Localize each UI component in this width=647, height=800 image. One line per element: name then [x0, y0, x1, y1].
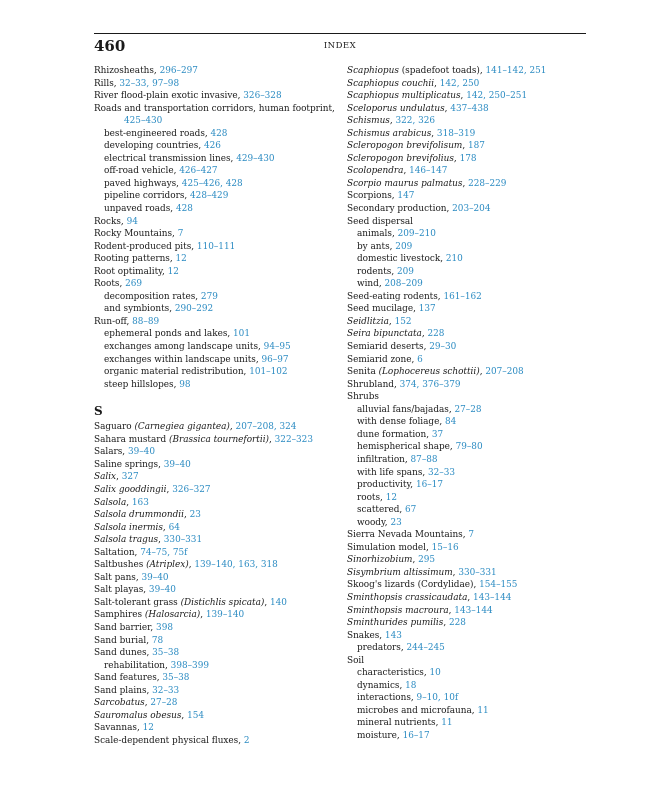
page-link[interactable]: 203–204 — [452, 204, 491, 215]
page-link[interactable]: 228–229 — [468, 178, 507, 189]
page-link[interactable]: 64 — [168, 522, 180, 533]
index-entry: Sminthurides pumilis, 228 — [347, 618, 466, 629]
page-link[interactable]: 7 — [177, 229, 184, 240]
index-subentry: interactions, 9–10, 10f — [357, 693, 459, 704]
page-link[interactable]: 140 — [270, 597, 287, 608]
index-entry: Salsola drummondii, 23 — [94, 510, 201, 521]
index-entry: Sand barrier, 398 — [94, 622, 173, 633]
index-entry: Sarcobatus, 27–28 — [94, 698, 178, 709]
index-entry: Sand dunes, 35–38 — [94, 648, 180, 659]
index-subentry: hemispherical shape, 79–80 — [357, 442, 483, 453]
page-link[interactable]: 290–292 — [174, 304, 214, 315]
running-head: INDEX — [323, 41, 357, 51]
index-entry: Seed-eating rodents, 161–162 — [347, 291, 482, 302]
index-entry: Run-off, 88–89 — [94, 316, 160, 327]
index-subentry: microbes and microfauna, 11 — [357, 705, 489, 716]
page-link[interactable]: 16–17 — [402, 730, 430, 741]
page-link[interactable]: 374, 376–379 — [399, 379, 461, 390]
index-subentry: organic material redistribution, 101–102 — [104, 367, 288, 378]
index-entry: Rocky Mountains, 7 — [94, 229, 184, 240]
index-entry: Seed dispersal — [347, 216, 414, 227]
page-link[interactable]: 279 — [200, 291, 218, 302]
index-subentry: animals, 209–210 — [357, 229, 436, 240]
index-subentry: pipeline corridors, 428–429 — [104, 191, 229, 202]
index-subentry: and symbionts, 290–292 — [104, 304, 214, 315]
index-subentry: woody, 23 — [357, 517, 402, 528]
page-link[interactable]: 12 — [175, 254, 187, 265]
page-link[interactable]: 137 — [418, 304, 436, 315]
page-link[interactable]: 12 — [167, 266, 179, 277]
index-entry: Root optimality, 12 — [94, 266, 179, 277]
page-link[interactable]: 18 — [405, 680, 417, 691]
page-link[interactable]: 96–97 — [261, 354, 289, 365]
page-link[interactable]: 428–429 — [190, 191, 229, 202]
page-link[interactable]: 178 — [459, 153, 477, 164]
page-link[interactable]: 326–327 — [172, 484, 211, 495]
page-link[interactable]: 429–430 — [236, 153, 275, 164]
index-subentry: wind, 208–209 — [357, 279, 423, 290]
page-link[interactable]: 147 — [397, 191, 415, 202]
page-link[interactable]: 142, 250–251 — [466, 91, 528, 102]
page-link[interactable]: 296–297 — [159, 66, 198, 76]
page-link[interactable]: 39–40 — [141, 572, 169, 583]
page-link[interactable]: 161–162 — [443, 291, 482, 302]
page-link[interactable]: 29–30 — [429, 342, 457, 353]
index-column-left — [94, 65, 340, 747]
page-link[interactable]: 32–33 — [152, 685, 180, 696]
index-subentry: characteristics, 10 — [357, 668, 441, 679]
index-entry: Saline springs, 39–40 — [94, 459, 191, 470]
page-link[interactable]: 398 — [156, 622, 173, 633]
index-subentry: with life spans, 32–33 — [357, 467, 456, 478]
page-link[interactable]: 11 — [477, 705, 489, 716]
index-entry: Salt-tolerant grass (Distichlis spicata), 140 — [94, 597, 287, 608]
index-entry: Secondary production, 203–204 — [347, 204, 491, 215]
index-entry: Saltbushes (Atriplex), 139–140, 163, 318 — [94, 560, 278, 571]
page-link[interactable]: 143–144 — [473, 592, 512, 603]
index-entry: Shrubs — [347, 392, 379, 403]
index-entry: Semiarid zone, 6 — [347, 354, 423, 365]
index-subentry: developing countries, 426 — [104, 141, 221, 152]
page-link[interactable]: 11 — [441, 718, 453, 729]
page-link[interactable]: 39–40 — [127, 447, 155, 458]
index-subentry: rehabilitation, 398–399 — [104, 660, 209, 671]
page-link[interactable]: 74–75, 75f — [140, 547, 188, 558]
index-entry: Savannas, 12 — [94, 723, 154, 734]
page-link[interactable]: 207–208 — [485, 367, 524, 378]
page-link[interactable]: 208–209 — [384, 279, 423, 290]
page-link[interactable]: 425–426, 428 — [181, 178, 243, 189]
index-entry: Sand features, 35–38 — [94, 673, 190, 684]
page-link[interactable]: 101 — [233, 329, 250, 340]
page-link[interactable]: 322–323 — [274, 434, 313, 445]
index-entry: Seed mucilage, 137 — [347, 304, 436, 315]
index-subentry: unpaved roads, 428 — [104, 204, 193, 215]
index-entry: Sceloporus undulatus, 437–438 — [347, 103, 489, 114]
page-link[interactable]: 101–102 — [249, 367, 288, 378]
index-entry: Scolopendra, 146–147 — [347, 166, 448, 177]
page-link[interactable]: 209 — [395, 241, 413, 252]
page-link[interactable]: 79–80 — [455, 442, 483, 453]
index-entry: Schismus, 322, 326 — [347, 116, 436, 127]
index-entry: Salt pans, 39–40 — [94, 572, 169, 583]
index-entry: Salsola inermis, 64 — [94, 522, 180, 533]
page-link[interactable]: 23 — [189, 510, 201, 521]
page-link[interactable]: 318–319 — [436, 128, 476, 139]
index-entry: River flood-plain exotic invasive, 326–328 — [94, 91, 282, 102]
index-entry: Salix gooddingii, 326–327 — [94, 484, 211, 495]
index-entry: Sand plains, 32–33 — [94, 685, 180, 696]
index-subentry: roots, 12 — [357, 492, 397, 503]
index-entry: Skoog's lizards (Cordylidae), 154–155 — [347, 580, 518, 591]
page-link[interactable]: 428 — [175, 204, 193, 215]
page-link[interactable]: 154–155 — [479, 580, 518, 591]
page-link[interactable]: 428 — [210, 128, 228, 139]
index-subentry: paved highways, 425–426, 428 — [104, 178, 243, 189]
page-link[interactable]: 426 — [203, 141, 221, 152]
page-link[interactable]: 39–40 — [148, 585, 176, 596]
index-entry: Scaphiopus multiplicatus, 142, 250–251 — [347, 91, 528, 102]
page-link[interactable]: 244–245 — [406, 643, 445, 654]
index-subentry: mineral nutrients, 11 — [357, 718, 453, 729]
page-link[interactable]: 269 — [125, 279, 143, 290]
index-entry: Sinorhizobium, 295 — [347, 555, 436, 566]
index-entry: Roots, 269 — [94, 279, 143, 290]
index-entry: Seira bipunctata, 228 — [347, 329, 445, 340]
page-link[interactable]: 32–33 — [428, 467, 456, 478]
page-link[interactable]: 84 — [445, 417, 457, 428]
index-entry: Semiarid deserts, 29–30 — [347, 342, 457, 353]
index-column-right — [347, 65, 593, 743]
index-subentry: exchanges within landscape units, 96–97 — [104, 354, 289, 365]
index-entry: Rodent-produced pits, 110–111 — [94, 241, 236, 252]
page-link[interactable]: 425–430 — [124, 116, 163, 127]
index-subentry: rodents, 209 — [357, 266, 414, 277]
index-subentry: with dense foliage, 84 — [357, 417, 457, 428]
page-link[interactable]: 23 — [390, 517, 402, 528]
index-entry: Roads and transportation corridors, human footprint, — [94, 103, 335, 114]
index-entry-continuation — [94, 115, 340, 128]
index-entry: Salsola tragus, 330–331 — [94, 535, 203, 546]
page-link[interactable]: 142, 250 — [439, 78, 480, 89]
page-link[interactable]: 426–427 — [179, 166, 218, 177]
page-link[interactable]: 27–28 — [150, 698, 178, 709]
index-entry: Scorpions, 147 — [347, 191, 415, 202]
page-link[interactable]: 209 — [397, 266, 414, 277]
index-entry: Sminthopsis crassicaudata, 143–144 — [347, 592, 512, 603]
index-entry: Salt playas, 39–40 — [94, 585, 176, 596]
page-link[interactable]: 163 — [131, 497, 149, 508]
page-link[interactable]: 35–38 — [162, 673, 190, 684]
index-entry: Samphires (Halosarcia), 139–140 — [94, 610, 245, 621]
index-entry: Snakes, 143 — [347, 630, 402, 641]
index-subentry: steep hillslopes, 98 — [104, 379, 191, 390]
page-link[interactable]: 207–208, 324 — [235, 422, 297, 433]
index-subentry: scattered, 67 — [357, 505, 417, 516]
page-link[interactable]: 326–328 — [243, 91, 282, 102]
page-link[interactable]: 35–38 — [152, 648, 180, 659]
page-link[interactable]: 32–33, 97–98 — [119, 78, 180, 89]
page-link[interactable]: 139–140 — [205, 610, 245, 621]
page-link[interactable]: 143 — [384, 630, 402, 641]
index-entry: Sand burial, 78 — [94, 635, 164, 646]
index-entry: Rhizosheaths, 296–297 — [94, 66, 198, 76]
page-link[interactable]: 295 — [418, 555, 436, 566]
page-link[interactable]: 209–210 — [397, 229, 436, 240]
index-subentry: moisture, 16–17 — [357, 730, 430, 741]
index-entry: Scleropogon brevifolisum, 187 — [347, 141, 485, 152]
page-link[interactable]: 27–28 — [454, 404, 482, 415]
index-entry: Sisymbrium altissimum, 330–331 — [347, 567, 497, 578]
page-link[interactable]: 87–88 — [410, 454, 438, 465]
page-link[interactable]: 16–17 — [415, 480, 443, 491]
index-entry: Sierra Nevada Mountains, 7 — [347, 530, 475, 541]
index-subentry: predators, 244–245 — [357, 643, 445, 654]
page-link[interactable]: 110–111 — [196, 241, 236, 252]
page-link[interactable]: 39–40 — [163, 459, 191, 470]
index-subentry: ephemeral ponds and lakes, 101 — [104, 329, 250, 340]
index-entry: Sauromalus obesus, 154 — [94, 710, 205, 721]
index-subentry: electrical transmission lines, 429–430 — [104, 153, 275, 164]
page-link[interactable]: 437–438 — [450, 103, 489, 114]
index-entry: Senita (Lophocereus schottii), 207–208 — [347, 367, 524, 378]
page-link[interactable]: 9–10, 10f — [416, 693, 459, 704]
page-link[interactable]: 143–144 — [454, 605, 493, 616]
index-subentry: dune formation, 37 — [357, 429, 444, 440]
index-subentry: by ants, 209 — [357, 241, 413, 252]
page-link[interactable]: 228 — [427, 329, 445, 340]
index-entry: Seidlitzia, 152 — [347, 316, 412, 327]
page-link[interactable]: 146–147 — [409, 166, 448, 177]
index-entry: Rocks, 94 — [94, 216, 138, 227]
page-link[interactable]: 78 — [151, 635, 164, 646]
page-link[interactable]: 88–89 — [132, 316, 160, 327]
page-link[interactable]: 2 — [243, 735, 250, 746]
page-link[interactable]: 6 — [417, 354, 423, 365]
page-link[interactable]: 152 — [394, 316, 412, 327]
index-entry: Schismus arabicus, 318–319 — [347, 128, 476, 139]
index-entry: Scaphiopus (spadefoot toads), 141–142, 251 — [347, 66, 547, 76]
index-entry: Saltation, 74–75, 75f — [94, 547, 188, 558]
index-entry: Rooting patterns, 12 — [94, 254, 187, 265]
page-number: 460 — [94, 37, 126, 55]
index-entry: Rills, 32–33, 97–98 — [94, 78, 180, 89]
page-link[interactable]: 10 — [429, 668, 441, 679]
page-link[interactable]: 398–399 — [170, 660, 209, 671]
section-letter-s: S — [94, 404, 103, 419]
index-subentry: off-road vehicle, 426–427 — [104, 166, 218, 177]
index-subentry: decomposition rates, 279 — [104, 291, 218, 302]
page-link[interactable]: 12 — [385, 492, 397, 503]
page-link[interactable]: 322, 326 — [395, 116, 436, 127]
index-subentry: productivity, 16–17 — [357, 480, 443, 491]
index-subentry: dynamics, 18 — [357, 680, 417, 691]
index-subentry: best-engineered roads, 428 — [104, 128, 228, 139]
page-link[interactable]: 139–140, 163, 318 — [194, 560, 278, 571]
page-link[interactable]: 154 — [187, 710, 205, 721]
page-link[interactable]: 67 — [405, 505, 417, 516]
page-link[interactable]: 15–16 — [431, 542, 459, 553]
page-link[interactable]: 330–331 — [458, 567, 497, 578]
index-entry: Simulation model, 15–16 — [347, 542, 459, 553]
index-subentry: alluvial fans/bajadas, 27–28 — [357, 404, 482, 415]
page-link[interactable]: 12 — [142, 723, 154, 734]
page-link[interactable]: 7 — [468, 530, 475, 541]
page-link[interactable]: 98 — [179, 379, 191, 390]
index-entry: Scale-dependent physical fluxes, 2 — [94, 735, 250, 746]
index-entry: Saguaro (Carnegiea gigantea), 207–208, 324 — [94, 422, 297, 433]
index-entry: Scaphiopus couchii, 142, 250 — [347, 78, 480, 89]
index-entry: Salsola, 163 — [94, 497, 149, 508]
page-link[interactable]: 94 — [126, 216, 138, 227]
index-entry: Shrubland, 374, 376–379 — [347, 379, 461, 390]
index-entry: Sahara mustard (Brassica tournefortii), 322–323 — [94, 434, 313, 445]
page-link[interactable]: 37 — [431, 429, 444, 440]
index-entry: Soil — [347, 655, 365, 666]
page-link[interactable]: 228 — [448, 618, 466, 629]
index-entry: Sminthopsis macroura, 143–144 — [347, 605, 493, 616]
index-entry: Scleropogon brevifolius, 178 — [347, 153, 477, 164]
page-link[interactable]: 94–95 — [263, 342, 291, 353]
page-link[interactable]: 141–142, 251 — [485, 66, 547, 76]
index-entry: Salars, 39–40 — [94, 447, 155, 458]
index-entry: Salix, 327 — [94, 472, 139, 483]
page-link[interactable]: 187 — [468, 141, 485, 152]
index-subentry: exchanges among landscape units, 94–95 — [104, 342, 291, 353]
page-link[interactable]: 210 — [445, 254, 463, 265]
page-header — [94, 37, 586, 57]
page-link[interactable]: 327 — [121, 472, 139, 483]
index-subentry: infiltration, 87–88 — [357, 454, 438, 465]
index-subentry: domestic livestock, 210 — [357, 254, 463, 265]
page-link[interactable]: 330–331 — [163, 535, 203, 546]
header-rule — [94, 33, 586, 34]
index-entry: Scorpio maurus palmatus, 228–229 — [347, 178, 507, 189]
